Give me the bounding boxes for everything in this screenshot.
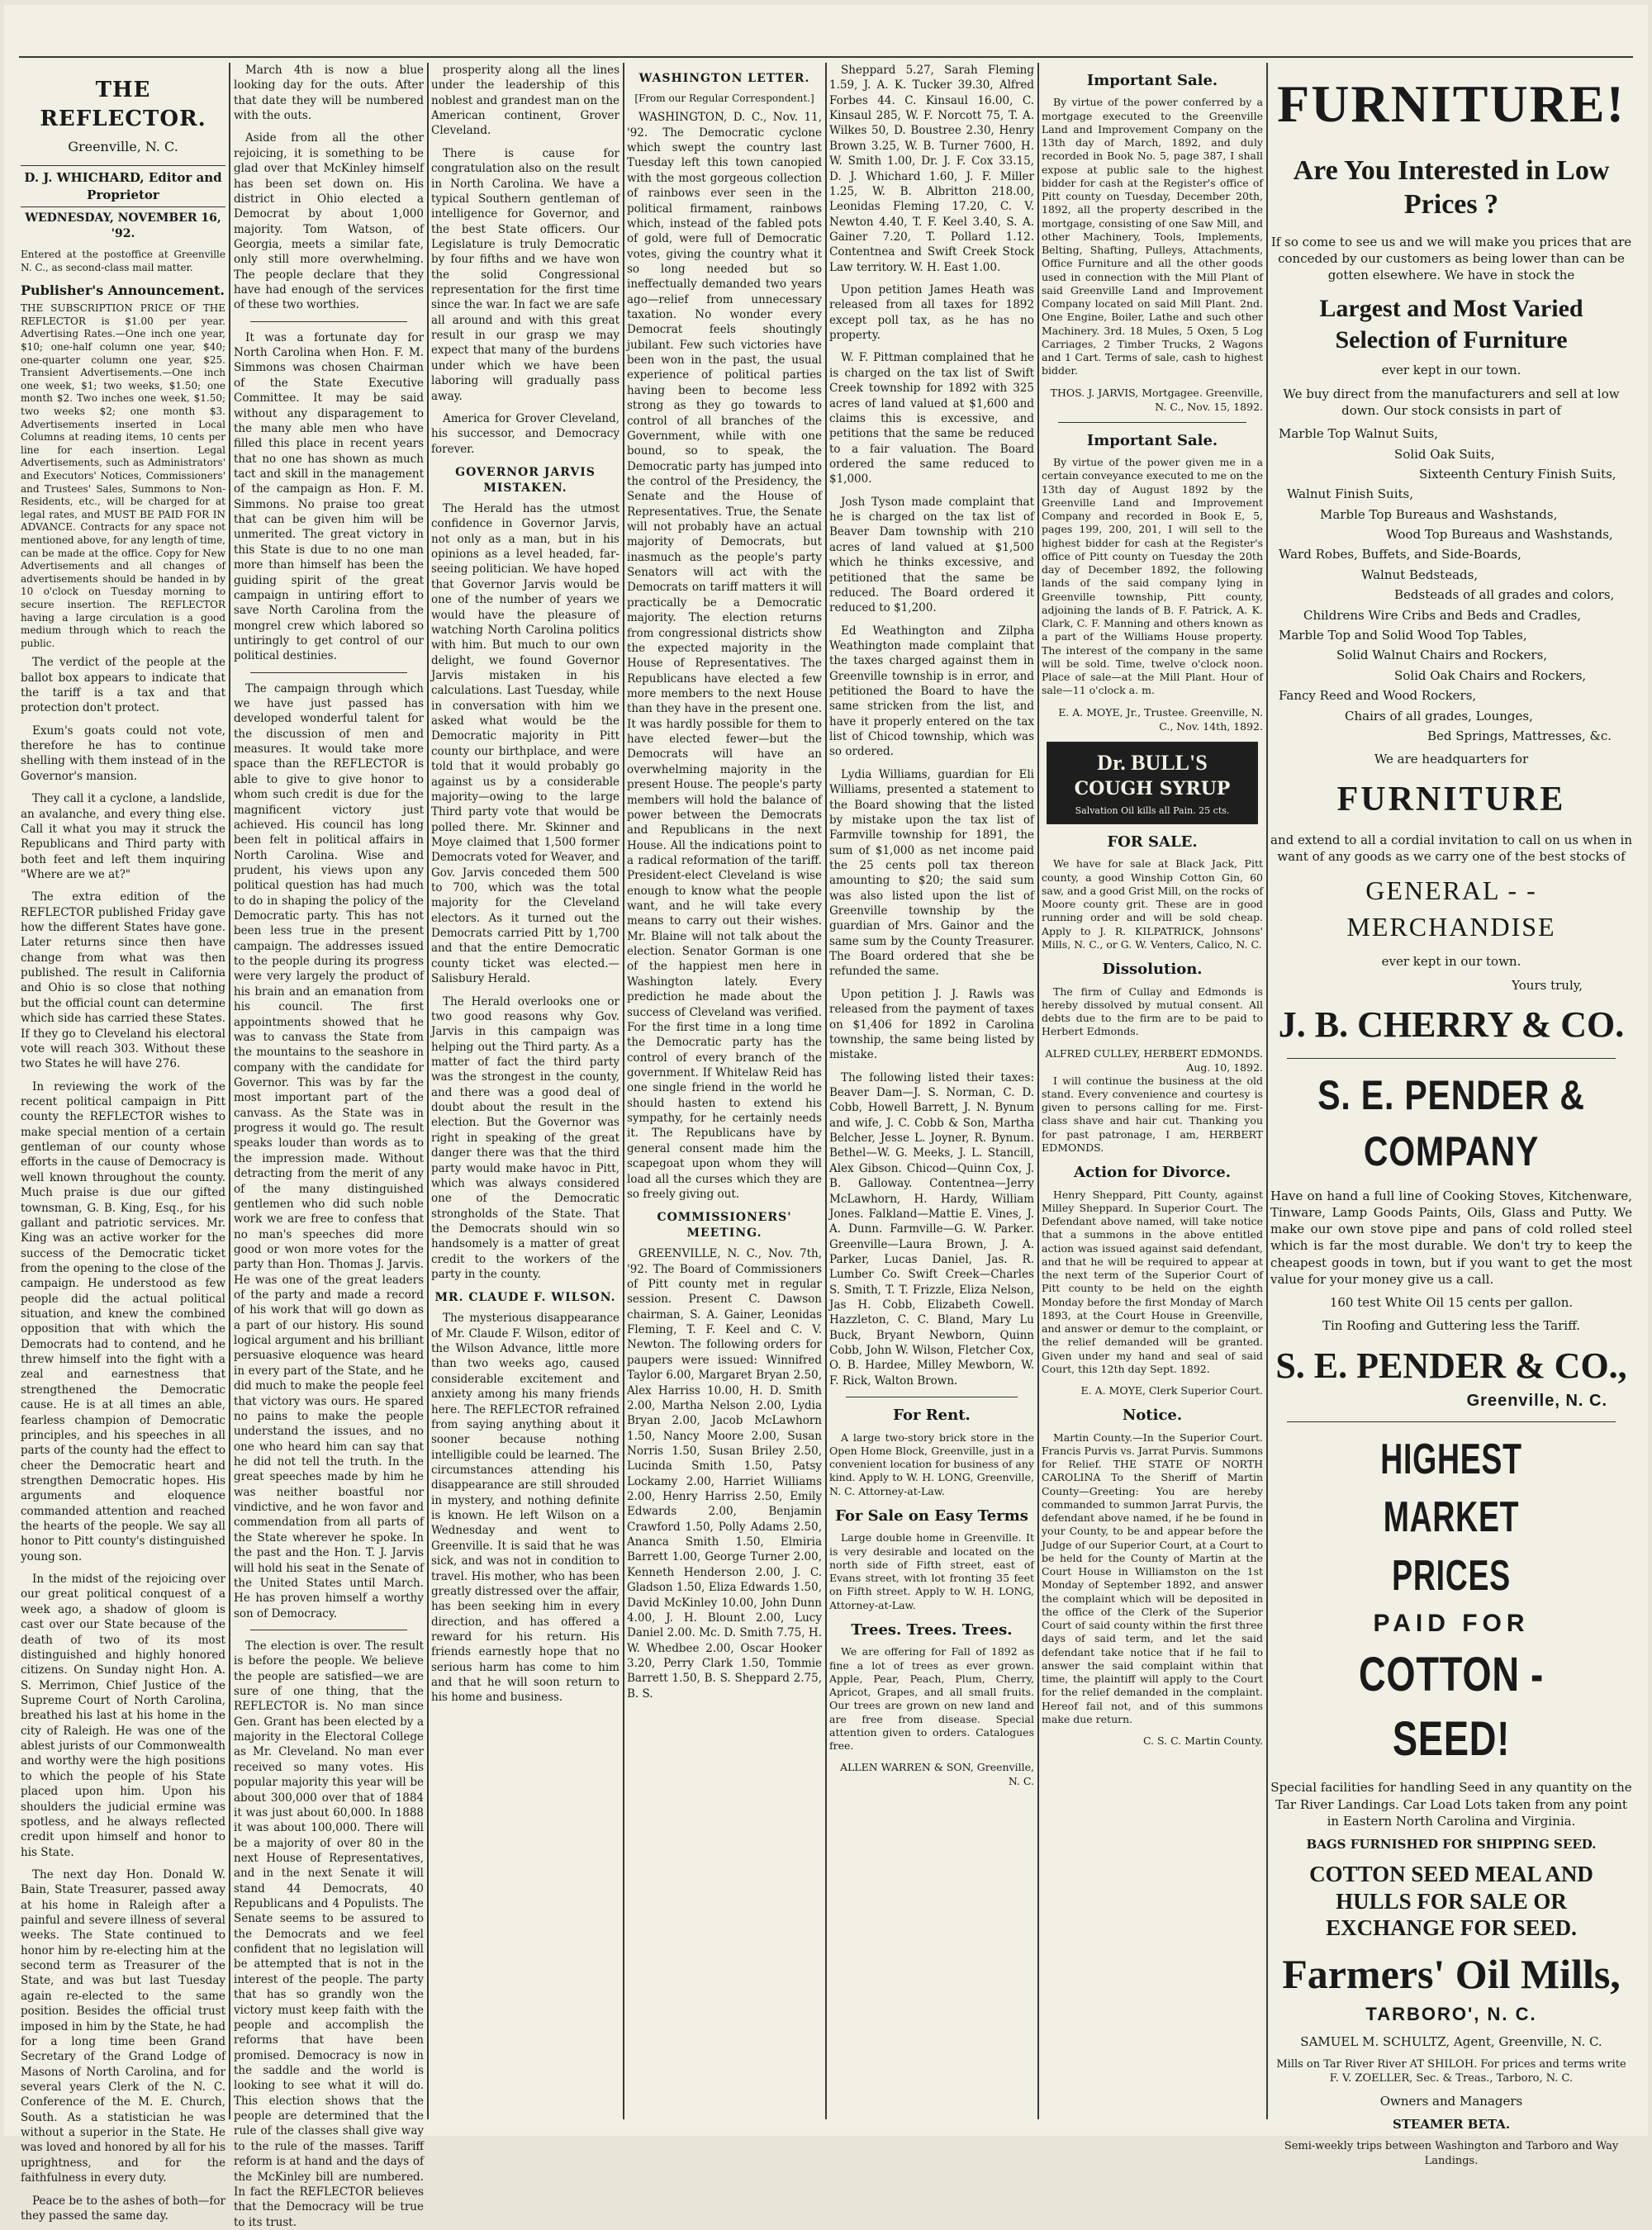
furniture-item: Fancy Reed and Wood Rockers, xyxy=(1279,688,1477,704)
commissioners-heading: COMMISSIONERS' MEETING. xyxy=(657,1211,792,1241)
divider xyxy=(250,321,407,322)
furniture-headline-2: FURNITURE xyxy=(1336,780,1566,818)
rent-text: A large two-story brick store in the Open Home Block, Greenville, just in a convenient location for business of any kind. Apply to W. H. LONG, Greenville, N. C. Attorney-at-Law. xyxy=(829,1431,1034,1497)
pender-place: Greenville, N. C. xyxy=(1466,1392,1607,1411)
article-paragraph: Exum's goats could not vote, therefore he has to continue shelling with them instead of in the Governor's mansion. xyxy=(21,724,225,783)
furniture-item: Marble Top and Solid Wood Top Tables, xyxy=(1279,628,1527,643)
publisher-heading: Publisher's Announcement. xyxy=(21,282,225,298)
cough-syrup-subtitle: COUGH SYRUP xyxy=(1074,778,1231,800)
important-sale-2-text: By virtue of the power given me in a certain conveyance executed to me on the 13th day of August 1892 by the Greenville Land and Improvement Company and recorded in Book E, 5, pages 199, 200, 201, I will sell to the highest bidder for cash at the Register's office of Pitt county on Tuesday the 20th day of December 1892, the following lands of the said company lying in Greenville township, Pitt county, adjoining the lands of B. F. Patrick, A. K. Clark, C. F. Manning and others known as a part of the Williams House property. The interest of the company in the same will be sold. Time, twelve o'clock noon. Place of sale—at the Mill Plant. Hour of sale—11 o'clock a. m. xyxy=(1042,456,1263,697)
divider xyxy=(1287,1058,1616,1059)
roofing: Tin Roofing and Guttering less the Tariff. xyxy=(1322,1318,1580,1334)
divider xyxy=(250,672,407,673)
furniture-item: Sixteenth Century Finish Suits, xyxy=(1419,466,1616,482)
dissolution-heading: Dissolution. xyxy=(1102,961,1203,979)
column-5 xyxy=(829,63,1034,2123)
article-paragraph: The election is over. The result is before the people. We believe the people are satisfied—we are sure of one thing, that the REFLECTOR is. No man since Gen. Grant has been elected by a majority in the Electoral College as Mr. Cleveland. No man ever received so many votes. His popular majority this year will be about 300,000 over that of 1884 it was just about 60,000. In 1888 it was about 100,000. There will be a majority of over 80 in the next House of Representatives, and in the next Senate it will stand 44 Democrats, 40 Republicans and 4 Populists. The Senate seems to be assured to the Democrats and we feel confident that no legislation will be attempted that is not in the interest of the people. The party that has so grandly won the victory must keep faith with the people and accomplish the reforms that have been promised. Democracy is now in the saddle and the world is looking to see what it will do. This election shows that the people are determined that the rule of the classes shall give way to the rule of the masses. Tariff reform is at hand and the days of the McKinley bill are numbered. In fact the REFLECTOR believes that the Democracy will be true to its trust. xyxy=(234,1639,424,2229)
tarboro: TARBORO', N. C. xyxy=(1365,2004,1537,2025)
largest-selection: Largest and Most Varied Selection of Furniture xyxy=(1319,295,1583,353)
divorce-text: Henry Sheppard, Pitt County, against Milley Sheppard. In Superior Court. The Defendant above named, will take notice that a summons in the above entitled action was issued against said defendant, and that he will be required to appear at the next term of the Superior Court of Pitt county to be held on the eighth Monday before the first Monday of March 1893, at the Court House in Greenville, and answer or demur to the complaint, or the relief demanded will be granted. Given under my hand and seal of said Court, this 12th day Sept. 1892. xyxy=(1042,1188,1263,1375)
furniture-item: Walnut Bedsteads, xyxy=(1361,567,1479,582)
cotton-seed-meal: COTTON SEED MEAL AND HULLS FOR SALE OR EXCHANGE FOR SEED. xyxy=(1309,1862,1593,1941)
column-2 xyxy=(234,63,424,2229)
column-4 xyxy=(627,63,822,2123)
article-paragraph: W. F. Pittman complained that he is charged on the tax list of Swift Creek township for 1892 with 325 acres of land valued at $1,600 and claims this is excessive, and petitions that the same be reduced to a fair valuation. The Board ordered the same reduced to $1,000. xyxy=(829,351,1034,486)
article-paragraph: March 4th is now a blue looking day for the outs. After that date they will be numbered with the outs. xyxy=(234,64,424,123)
divorce-heading: Action for Divorce. xyxy=(1073,1164,1231,1182)
divider xyxy=(1287,1421,1616,1422)
entry-note: Entered at the postoffice at Greenville N. C., as second-class mail matter. xyxy=(21,249,225,273)
furniture-item: Wood Top Bureaus and Washstands, xyxy=(1386,527,1613,543)
article-paragraph: The verdict of the people at the ballot box appears to indicate that the tariff is a tax and that protection don't protect. xyxy=(21,656,225,715)
masthead-place: Greenville, N. C. xyxy=(68,138,178,154)
masthead-title: THE REFLECTOR. xyxy=(40,78,206,132)
furniture-intro: If so come to see us and we will make you prices that are conceded by our customers as being lower than can be gotten elsewhere. We have in stock the xyxy=(1270,234,1632,283)
highest-market-prices: HIGHEST MARKET PRICES xyxy=(1380,1435,1522,1601)
governor-heading: GOVERNOR JARVIS MISTAKEN. xyxy=(455,465,596,496)
article-paragraph: In reviewing the work of the recent political campaign in Pitt county the REFLECTOR wishes to make special mention of a certain gentleman of our county whose efforts in the cause of Democracy is well known throughout the county. Much praise is due our gifted townsman, G. B. King, Esq., for his gallant and patriotic services. Mr. King was an active worker for the success of the Democratic ticket from the opening to the close of the campaign. He understood as few people did the actual political situation, and knew the combined opposition that with which the Democrats had to contend, and he threw himself into the fight with a zeal and earnestness that strengthened the Democratic cause. He is at all times an able, fearless champion of Democratic principles, and his speeches in all parts of the county had the effect to cheer the Democratic heart and strengthen Democratic hopes. His arguments and eloquence commanded attention and reached the hearts of the people. We say all honor to Pitt county's distinguished young son. xyxy=(21,1079,225,1563)
for-sale-text: We have for sale at Black Jack, Pitt county, a good Winship Cotton Gin, 60 saw, and a good Grist Mill, on the rocks of Moore county grit. These are in good running order and will be sold cheap. Apply to J. R. KILPATRICK, Johnsons' Mills, N. C., or G. W. Venters, Calico, N. C. xyxy=(1042,857,1263,951)
column-rule xyxy=(229,63,230,2119)
article-paragraph: Upon petition James Heath was released from all taxes for 1892 except poll tax, as he has no property. xyxy=(829,283,1034,343)
farmers-oil-mills: Farmers' Oil Mills, xyxy=(1282,1951,1621,1998)
newspaper-page xyxy=(4,5,1648,2229)
dissolution-note: I will continue the business at the old stand. Every convenience and courtesy is given to persons calling for me. First-class shave and hair cut. Thanking you for past patronage, I am, HERBERT EDMONDS. xyxy=(1042,1074,1263,1154)
cherry-company: J. B. CHERRY & CO. xyxy=(1278,1004,1625,1045)
ever-kept: ever kept in our town. xyxy=(1381,363,1521,378)
furniture-item: Marble Top Walnut Suits, xyxy=(1279,426,1438,442)
paid-for: PAID FOR xyxy=(1373,1609,1530,1637)
pender-co: S. E. PENDER & CO., xyxy=(1275,1345,1627,1386)
invitation: and extend to all a cordial invitation to call on us when in want of any goods as we carry one of the best stocks of xyxy=(1270,832,1632,864)
divorce-signature: E. A. MOYE, Clerk Superior Court. xyxy=(1080,1384,1263,1397)
pender-company: S. E. PENDER & COMPANY xyxy=(1317,1071,1585,1174)
article-paragraph: The campaign through which we have just passed has developed wonderful talent for the discussion of men and measures. It would take more space than the REFLECTOR is able to give to give honor to whom such credit is due for the magnificent victory just achieved. His council has long been felt in political affairs in North Carolina. Wise and prudent, his views upon any political question has had much to do in shaping the policy of the Democratic party. This has not been less true in the present campaign. The addresses issued to the people during its progress were very largely the product of his brain and an emanation from his council. The first appointments showed that he was to canvass the State from the mountains to the seashore in company with the candidate for Governor. This was by far the most important part of the canvass. As the State was in progress it would go. The result speaks louder than words as to the impression made. Without detracting from the merit of any of the many distinguished gentlemen who did such noble work we are free to confess that no man's speeches did more good or won more votes for the party than Hon. Thomas J. Jarvis. He was one of the great leaders of the party and made a record of his work that will go down as a part of our history. His sound logical argument and his brilliant persuasive eloquence was heard in every part of the State, and he did much to make the people feel that victory was ours. He spared no pains to make the people understand the issues, and no one who heard him can say that he did not tell the truth. In the great speeches made by him he was neither boastful nor vindictive, and he won favor and commendation from all parts of the State wherever he spoke. In the past and the Hon. T. J. Jarvis will hold his seat in the Senate of the United States until March. He has proven himself a worthy son of Democracy. xyxy=(234,681,424,1620)
divider xyxy=(1058,422,1246,423)
furniture-item: Ward Robes, Buffets, and Side-Boards, xyxy=(1279,547,1521,562)
washington-heading: WASHINGTON LETTER. xyxy=(638,72,810,85)
important-sale-2-heading: Important Sale. xyxy=(1086,431,1218,449)
washington-text: WASHINGTON, D. C., Nov. 11, '92. The Democratic cyclone which swept the country last Tuesday left this town canopied with the most gorgeous collection of rainbows ever seen in the political firmament, rainbows which, instead of the fabled pots of gold, were full of Democratic votes, giving the country what it so long needed but so ineffectually demanded two years ago—relief from unnecessary taxation. No wonder every Democrat feels shoutingly jubilant. Few such victories have been won in the past, the usual experience of political parties having been to become less strong as they go towards to control of all branches of the Government, while with one bound, so to speak, the Democratic party has jumped into the control of the Presidency, the Senate and the House of Representatives. True, the Senate will not probably have an actual majority of Democrats, but inasmuch as the people's party Senators will act with the Democrats on tariff matters it will practically be a Democratic majority. The election returns from congressional districts show the expected majority in the House of Representatives. The Republicans have elected a few more members to the next House than they have in the present one. It was hardly possible for them to have elected fewer—but the Democrats will have an overwhelming majority in the present House. The people's party members will hold the balance of power between the Democrats and Republicans in the next House. All the indications point to a radical reformation of the tariff. President-elect Cleveland is wise enough to know what the people want, and he will take every means to carry out their wishes. Mr. Blaine will not talk about the election. Senator Gorman is one of the happiest men here in Washington lately. Every prediction he made about the success of Cleveland was verified. For the first time in a long time the Democratic party has the control of every branch of the government. If Whitelaw Reid has one single friend in the world he should hasten to extend his sympathy, for he certainly needs it. The Republicans have by general consent made him the scapegoat upon whom they will load all the curses which they are so freely giving out. xyxy=(627,111,822,1201)
furniture-item-list xyxy=(1270,425,1632,744)
furniture-item: Solid Oak Chairs and Rockers, xyxy=(1394,667,1587,683)
column-rule xyxy=(427,63,429,2119)
article-paragraph: The next day Hon. Donald W. Bain, State Treasurer, passed away at his home in Raleigh after a painful and severe illness of several weeks. The State continued to honor him by re-electing him at the second term as Treasurer of the State, and was but last Tuesday again re-elected to the same position. Besides the official trust imposed in him by the State, he had for a long time been Grand Secretary of the Grand Lodge of Masons of North Carolina, and for several years Clerk of the N. C. Conference of the M. E. Church, South. As a statistician he was without a superior in the State. He was loved and honored by all for his uprightness, and for the faithfulness in every duty. xyxy=(21,1867,225,2185)
article-paragraph: Upon petition J. J. Rawls was released from the payment of taxes on $1,406 for 1892 in Carolina township, the same being listed by mistake. xyxy=(829,987,1034,1062)
agent: SAMUEL M. SCHULTZ, Agent, Greenville, N. C. xyxy=(1300,2034,1602,2050)
trees-heading: Trees. Trees. Trees. xyxy=(851,1620,1013,1639)
trees-signature: ALLEN WARREN & SON, Greenville, N. C. xyxy=(839,1761,1034,1788)
article-paragraph: prosperity along all the lines under the leadership of this noblest and grandest man on the American continent, Grover Cleveland. xyxy=(431,64,620,138)
cotton-text: Special facilities for handling Seed in any quantity on the Tar River Landings. Car Load Lots taken from any point in Eastern North Carolina and Virginia. xyxy=(1270,1780,1632,1829)
dissolution-signature: ALFRED CULLEY, HERBERT EDMONDS. Aug. 10, 1892. xyxy=(1045,1046,1263,1074)
mills: Mills on Tar River River AT SHILOH. For prices and terms write F. V. ZOELLER, Sec. & Treas., Tarboro, N. C. xyxy=(1276,2057,1626,2085)
wilson-heading: MR. CLAUDE F. WILSON. xyxy=(434,1291,616,1305)
furniture-item: Walnut Finish Suits, xyxy=(1287,486,1413,502)
governor-text: The Herald has the utmost confidence in Governor Jarvis, not only as a man, but in his opinions as a level headed, far-seeing politician. We have hoped that Governor Jarvis would be one of the number of years we would have the pleasure of watching North Carolina politics with him. But much to our own delight, we found Governor Jarvis mistaken in his calculations. Last Tuesday, while in conversation with him we asked what would be the Democratic majority in Pitt county our birthplace, and were told that it would probably go against us by a considerable majority—owing to the large Third party vote that would be polled there. Mr. Skinner and Moye claimed that 1,500 former Democrats voted for Weaver, and Gov. Jarvis conceded them 500 to 700, which was the total majority for the Cleveland electors. As it turned out the Democrats carried Pitt by 1,700 and that the entire Democratic county ticket was elected.—Salisbury Herald. xyxy=(431,502,620,986)
article-paragraph: Ed Weathington and Zilpha Weathington made complaint that the taxes charged against them in Greenville township is in error, and petitioned the Board to have the same stricken from the list, and have it properly entered on the tax list of Chicod township, which was so ordered. xyxy=(829,624,1034,759)
column-7-ads xyxy=(1270,63,1632,2167)
trees-text: We are offering for Fall of 1892 as fine a lot of trees as ever grown. Apple, Pear, Peach, Plum, Cherry, Apricot, Grapes, and all small fruits. Our trees are grown on new land and are free from disease. Special attention given to orders. Catalogues free. xyxy=(829,1645,1034,1753)
furniture-item: Bedsteads of all grades and colors, xyxy=(1394,587,1615,603)
column-3 xyxy=(431,63,620,2123)
notice-heading: Notice. xyxy=(1122,1407,1183,1425)
masthead-editor: D. J. WHICHARD, Editor and Proprietor xyxy=(21,165,225,207)
furniture-item: Bed Springs, Mattresses, &c. xyxy=(1427,728,1612,743)
article-paragraph: Lydia Williams, guardian for Eli Williams, presented a statement to the Board showing that the listed by mistake upon the tax list of Farmville township for 1891, the sum of $1,000 as net income paid the 25 cents poll tax thereon amounting to $20; the said sum was also listed upon the list of Greenville township by the guardian of Mrs. Gainor and the same sum by the County Treasurer. The Board ordered that she be refunded the same. xyxy=(829,767,1034,979)
column-rule xyxy=(1037,63,1039,2119)
cough-syrup-ad xyxy=(1047,742,1258,824)
headquarters: We are headquarters for xyxy=(1374,752,1529,767)
important-sale-signature: THOS. J. JARVIS, Mortgagee. Greenville, N. C., Nov. 15, 1892. xyxy=(1050,386,1263,413)
owners: Owners and Managers xyxy=(1379,2093,1523,2109)
article-paragraph: There is cause for congratulation also on the result in North Carolina. We have a typical Southern gentleman of intelligence for Governor, and the best State officers. Our Legislature is truly Democratic by four fifths and we have won the solid Congressional representation for the first time since the war. In fact we are safe all around and with this great result in our grasp we may expect that many of the burdens under which we have been laboring will gradually pass away. xyxy=(431,146,620,403)
bags-furnished: BAGS FURNISHED FOR SHIPPING SEED. xyxy=(1306,1837,1597,1853)
cotton-seed: COTTON - SEED! xyxy=(1358,1647,1545,1767)
ever-kept-2: ever kept in our town. xyxy=(1381,954,1521,970)
column-rule xyxy=(1266,63,1268,2119)
notice-signature: C. S. C. Martin County. xyxy=(1142,1734,1263,1748)
low-prices-question: Are You Interested in Low Prices ? xyxy=(1293,155,1610,220)
article-paragraph: In the midst of the rejoicing over our great political conquest of a week ago, a shadow of gloom is cast over our State because of the death of two of its most distinguished and highly honored citizens. On Sunday night Hon. A. S. Merrimon, Chief Justice of the Supreme Court of North Carolina, breathed his last at his home in the city of Raleigh. He was one of the ablest jurists of our Commonwealth and worthy were the high positions to which the people of his State placed upon him. Upon his shoulders the judicial ermine was spotless, and he always reflected credit upon himself and honor to his State. xyxy=(21,1573,225,1859)
column-rule xyxy=(623,63,624,2119)
publisher-text: THE SUBSCRIPTION PRICE OF THE REFLECTOR is $1.00 per year. Advertising Rates.—One inch one year, $10; one-half column one year, $40; one-quarter column one year, $25. Transient Advertisements.—One inch one week, $1; two weeks, $1.50; one month $2. Two inches one week, $1.50; two weeks $2; one month $3. Advertisements inserted in Local Columns at reading items, 10 cents per line for each insertion. Legal Advertisements, such as Administrators' and Executors' Notices, Commissioners' and Trustees' Sales, Summons to Non-Residents, etc., will be charged for at legal rates, and MUST BE PAID FOR IN ADVANCE. Contracts for any space not mentioned above, for any length of time, can be made at the office. Copy for New Advertisements and all changes of advertisements should be handed in by 10 o'clock on Tuesday morning to secure insertion. The REFLECTOR having a large circulation is a good medium through which to reach the public. xyxy=(21,302,225,649)
important-sale-2-signature: E. A. MOYE, Jr., Trustee. Greenville, N. C., Nov. 14th, 1892. xyxy=(1058,705,1263,733)
notice-text: Martin County.—In the Superior Court. Francis Purvis vs. Jarrat Purvis. Summons for Relief. THE STATE OF NORTH CAROLINA To the Sheriff of Martin County—Greeting: You are hereby commanded to summon Jarrat Purvis, the defendant above named, if he be found in your County, to be and appear before the Judge of our Superior Court, at a Court to be held for the County of Martin at the Court House in Williamston on the 1st Monday of September 1892, and answer the complaint which will be deposited in the office of the Clerk of the Superior Court of said county within the first three days of said term, and let the said defendant take notice that if he fail to answer the said complaint within that time, the plaintiff will apply to the Court for the relief demanded in the complaint. Hereof fail not, and of this summons make due return. xyxy=(1042,1431,1263,1725)
column-6 xyxy=(1042,63,1263,2123)
for-sale-heading: FOR SALE. xyxy=(1107,833,1198,851)
article-paragraph: The extra edition of the REFLECTOR published Friday gave how the different States have gone. Later returns since then have change from what was then published. The result in California and Ohio is so close that nothing but the official count can determine which side has carried these States. If they go to Cleveland his electoral vote will reach 303. Without these two States he will have 276. xyxy=(21,890,225,1071)
article-paragraph: Sheppard 5.27, Sarah Fleming 1.59, J. A. K. Tucker 39.30, Alfred Forbes 44. C. Kinsaul 16.00, C. Kinsaul 285, W. F. Norcott 75, T. A. Wilkes 50, D. Boustree 2.30, Henry Brown 3.25, W. B. Turner 7600, H. W. Smith 1.00, Dr. J. F. Cox 33.15, D. J. Whichard 1.60, J. F. Miller 1.25, W. B. Albritton 218.00, Leonidas Fleming 17.20, C. V. Newton 4.40, T. F. Keel 3.40, S. A. Gainer 7.20, T. Pollard 1.12. Contentnea and Swift Creek Stock Law territory. W. H. East 1.00. xyxy=(829,64,1034,274)
buy-direct: We buy direct from the manufacturers and sell at low down. Our stock consists in part of xyxy=(1283,386,1620,418)
column-1 xyxy=(21,63,225,2223)
cough-syrup-footer: Salvation Oil kills all Pain. 25 cts. xyxy=(1075,804,1230,816)
pender-text: Have on hand a full line of Cooking Stoves, Kitchenware, Tinware, Lamp Goods Paints, Oils, Glass and Putty. We make our own stove pipe and pans of cold rolled steel which is far the most durable. We don't try to keep the cheapest goods in town, but if you want to get the most value for your money give us a call. xyxy=(1270,1188,1632,1287)
column-rule xyxy=(825,63,827,2119)
sale-heading: For Sale on Easy Terms xyxy=(835,1506,1028,1525)
furniture-item: Childrens Wire Cribs and Beds and Cradles, xyxy=(1303,607,1582,623)
article-paragraph: America for Grover Cleveland, his successor, and Democracy forever. xyxy=(431,411,620,456)
rent-heading: For Rent. xyxy=(893,1407,971,1425)
article-paragraph: They call it a cyclone, a landslide, an avalanche, and every thing else. Call it what you may it struck the Republicans and Third party with both feet and left them inquiring "Where are we at?" xyxy=(21,792,225,881)
sale-text: Large double home in Greenville. It is very desirable and located on the north side of Fifth street, east of Evans street, with lot fronting 35 feet on Fifth street. Apply to W. H. LONG, Attorney-at-Law. xyxy=(829,1531,1034,1611)
dissolution-text: The firm of Cullay and Edmonds is hereby dissolved by mutual consent. All debts due to the firm are to be paid to Herbert Edmonds. xyxy=(1042,985,1263,1038)
wilson-text: The mysterious disappearance of Mr. Claude F. Wilson, editor of the Wilson Advance, little more than two weeks ago, caused considerable excitement and anxiety among his many friends here. The REFLECTOR refrained from saying anything about it sooner because nothing intelligible could be learned. The circumstances attending his disappearance are still shrouded in mystery, and nothing definite is known. He left Wilson on a Wednesday and went to Greenville. It is said that he was sick, and was not in condition to travel. His mother, who has been greatly distressed over the affair, has been seeking him in every direction, and has offered a reward for his return. His friends earnestly hope that no serious harm has come to him and that he will soon return to his home and business. xyxy=(431,1312,620,1705)
cough-syrup-title: Dr. BULL'S xyxy=(1097,750,1208,775)
washington-subheading: [From our Regular Correspondent.] xyxy=(634,93,814,105)
furniture-item: Chairs of all grades, Lounges, xyxy=(1345,708,1533,724)
article-paragraph: The following listed their taxes: Beaver Dam—J. S. Norman, C. D. Cobb, Howell Barrett, J. N. Bynum and wife, J. C. Cobb & Son, Martha Belcher, Jesse L. Joyner, R. Bynum. Bethel—W. G. Meeks, J. L. Stancill, Alex Gibson. Chicod—Quinn Cox, J. B. Galloway. Contentnea—Jerry McLawhorn, H. Hardy, William Jones. Falkland—Mattie E. Vines, J. A. Dunn. Farmville—G. W. Parker. Greenville—Laura Brown, J. A. Parker, Lucas Daniel, Jas. R. Lumber Co. Swift Creek—Charles S. Smith, T. T. Frizzle, Eliza Nelson, Jas H. Cobb, Elizabeth Cowell. Hazzleton, C. C. Bland, Mary Lu Buck, Bryant Newborn, Quinn Cobb, John W. Wilson, Fletcher Cox, O. B. Hardee, Milley Mewborn, W. F. Rick, Walton Brown. xyxy=(829,1070,1034,1388)
article-paragraph: Peace be to the ashes of both—for they passed the same day. xyxy=(21,2194,225,2223)
important-sale-text: By virtue of the power conferred by a mortgage executed to the Greenville Land and Improvement Company on the 13th day of March, 1892, and duly recorded in Book No. 5, page 387, I shall expose at public sale to the highest bidder for cash at the Register's office of Pitt county on Tuesday, December 20th, 1892, all the property described in the mortgage, consisting of one Saw Mill, and other Machinery, Tools, Implements, Belting, Shafting, Pulleys, Attachments, Office Furniture and all the other goods used in connection with the Mill Plant of said Greenville Land and Improvement Company located on said Mill Plant. 2nd. One Engine, Boiler, Lathe and such other Machinery. 3rd. 18 Mules, 5 Oxen, 5 Log Carriages, 2 Timber Trucks, 2 Wagons and 1 Cart. Terms of sale, cash to highest bidder. xyxy=(1042,96,1263,377)
important-sale-heading: Important Sale. xyxy=(1086,72,1218,89)
furniture-item: Solid Walnut Chairs and Rockers, xyxy=(1336,648,1548,663)
furniture-headline: FURNITURE! xyxy=(1277,74,1626,133)
commissioners-text: GREENVILLE, N. C., Nov. 7th, '92. The Board of Commissioners of Pitt county met in regular session. Present C. Dawson chairman, S. A. Gainer, Leonidas Fleming, T. F. Keel and C. V. Newton. The following orders for paupers were issued: Winnifred Taylor 6.00, Margaret Bryan 2.50, Alex Harriss 10.00, H. D. Smith 2.00, Martha Nelson 2.00, Lydia Bryan 2.00, Jacob McLawhorn 1.50, Nancy Moore 2.00, Susan Norris 1.50, Susan Briley 2.50, Lucinda Smith 1.50, Patsy Lockamy 2.00, Harriet Williams 2.00, Henry Harriss 2.50, Emily Edwards 2.00, Benjamin Crawford 1.50, Polly Adams 2.50, Ananca Smith 1.50, Elmiria Barrett 1.00, George Turner 2.00, Kenneth Henderson 2.00, J. C. Gladson 1.50, Eliza Edwards 1.50, David McKinley 10.00, John Dunn 4.00, J. H. Blount 2.00, Lucy Daniel 2.00. Mc. D. Smith 7.75, H. W. Whedbee 2.00, Oscar Hooker 3.20, Perry Clark 1.50, Tommie Barrett 1.50, B. S. Sheppard 2.75, B. S. xyxy=(627,1247,822,1701)
article-paragraph: It was a fortunate day for North Carolina when Hon. F. M. Simmons was chosen Chairman of the State Executive Committee. It may be said without any disparagement to the many able men who have filled this place in recent years that no one has shown as much tact and skill in the management of the campaign as Hon. F. M. Simmons. No praise too great that can be given him will be unmerited. The great victory in this State is due to no one man more than himself has been the guiding spirit of the great campaign in untiring effort to save North Carolina from the mongrel crew which labored so untiringly to get control of our political destinies. xyxy=(234,330,424,663)
furniture-item: Marble Top Bureaus and Washstands, xyxy=(1320,506,1558,522)
furniture-item: Solid Oak Suits, xyxy=(1394,446,1495,462)
article-paragraph: Josh Tyson made complaint that he is charged on the tax list of Beaver Dam township with 210 acres of land valued at $1,500 which he thinks excessive, and petitioned that the same be reduced. The Board ordered it reduced to $1,200. xyxy=(829,495,1034,615)
article-paragraph: Aside from all the other rejoicing, it is something to be glad over that McKinley himself has been set down on. His district in Ohio elected a Democrat by about 1,000 majority. Tom Watson, of Georgia, meets a similar fate, only still more overwhelming. The people declare that they have had enough of the services of these two worthies. xyxy=(234,131,424,312)
yours-truly: Yours truly, xyxy=(1512,977,1583,993)
masthead-date: WEDNESDAY, NOVEMBER 16, '92. xyxy=(25,211,221,241)
herald-text: The Herald overlooks one or two good reasons why Gov. Jarvis in this campaign was helping out the Third party. As a matter of fact the third party was the strongest in the county, and there was a good deal of doubt about the result in the election. But the Governor was right in speaking of the great danger there was that the third party would make havoc in Pitt, which was always considered one of the Democratic strongholds of the State. That the Democrats should win so handsomely is a matter of great credit to the workers of the party in the county. xyxy=(431,994,620,1282)
top-rule xyxy=(19,56,1633,58)
steamer-beta: STEAMER BETA. xyxy=(1392,2116,1511,2132)
general-merchandise: GENERAL - - MERCHANDISE xyxy=(1346,875,1556,942)
oil-price: 160 test White Oil 15 cents per gallon. xyxy=(1329,1295,1574,1311)
steamer-text: Semi-weekly trips between Washington and Tarboro and Way Landings. xyxy=(1284,2140,1619,2167)
